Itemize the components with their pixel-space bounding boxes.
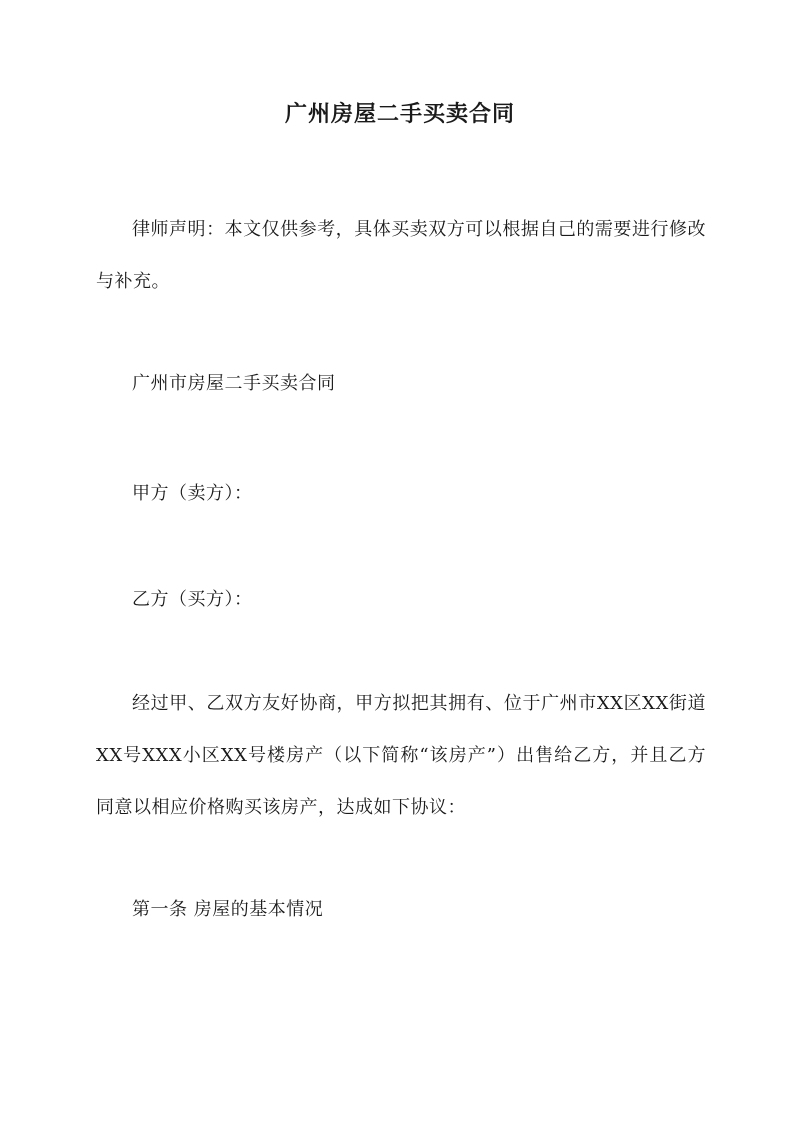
agreement-intro-paragraph: 经过甲、乙双方友好协商，甲方拟把其拥有、位于广州市XX区XX街道XX号XXX小区XX号楼房产（以下简称“该房产”）出售给乙方，并且乙方同意以相应价格购买该房产，达成如下协议： (96, 693, 706, 818)
contract-subtitle-paragraph: 广州市房屋二手买卖合同 (132, 373, 336, 394)
document-title: 广州房屋二手买卖合同 (284, 101, 515, 127)
party-a-seller-line: 甲方（卖方）： (132, 483, 253, 504)
lawyer-disclaimer-paragraph: 律师声明：本文仅供参考，具体买卖双方可以根据自己的需要进行修改与补充。 (96, 219, 706, 292)
article-1-heading: 第一条 房屋的基本情况 (132, 899, 324, 920)
party-b-buyer-line: 乙方（买方）： (132, 589, 253, 610)
